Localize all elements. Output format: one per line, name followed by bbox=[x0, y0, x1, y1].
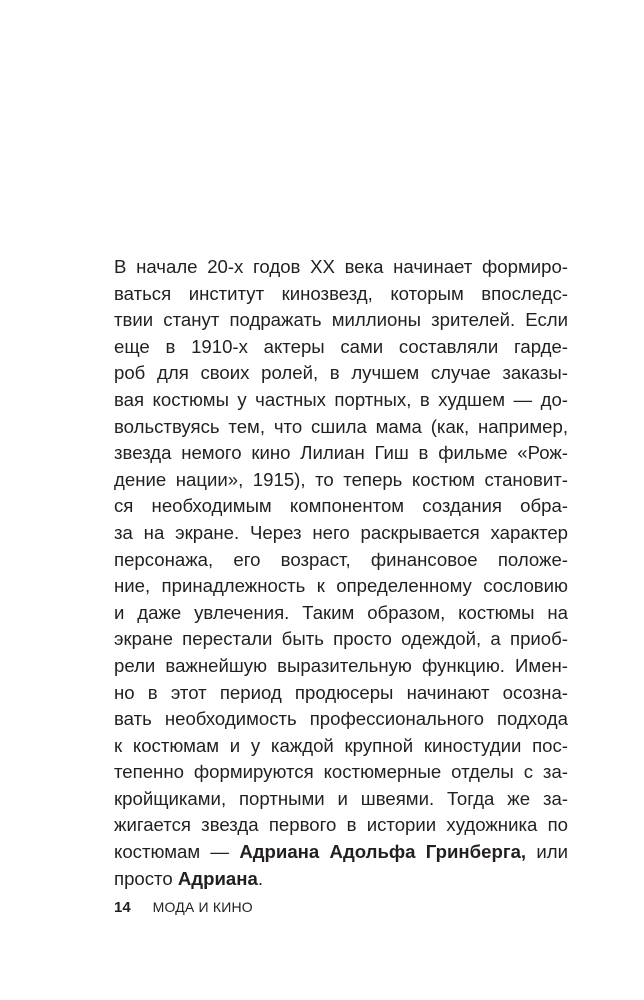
text-line: рели важнейшую выразительную функцию. Имен- bbox=[114, 654, 568, 676]
person-name-bold: Адриана Адольфа Гринберга, bbox=[239, 841, 527, 863]
text-line: за на экране. Через него раскрывается характер bbox=[114, 521, 568, 543]
text-line-with-name bbox=[114, 839, 568, 866]
page-number: 14 bbox=[114, 899, 131, 916]
text-run: или bbox=[526, 841, 568, 863]
text-line: дение нации», 1915), то теперь костюм становит- bbox=[114, 468, 568, 490]
text-line: экране перестали быть просто одеждой, а приоб- bbox=[114, 628, 568, 650]
text-line: жигается звезда первого в истории художника по bbox=[114, 814, 568, 836]
text-line: но в этот период продюсеры начинают осозна- bbox=[114, 681, 568, 703]
text-line: персонажа, его возраст, финансовое положе- bbox=[114, 548, 568, 570]
running-head: МОДА И КИНО bbox=[152, 899, 253, 915]
text-line: ваться институт кинозвезд, которым впоследс- bbox=[114, 282, 568, 304]
text-line: звезда немого кино Лилиан Гиш в фильме «Рож- bbox=[114, 442, 568, 464]
text-line: вая костюмы у частных портных, в худшем — до- bbox=[114, 388, 568, 410]
text-line-last bbox=[114, 866, 568, 893]
text-line: ние, принадлежность к определенному сословию bbox=[114, 575, 568, 597]
text-line: кройщиками, портными и швеями. Тогда же за- bbox=[114, 787, 568, 809]
text-line: вать необходимость профессионального подхода bbox=[114, 708, 568, 730]
text-run: . bbox=[257, 867, 263, 889]
text-run: просто bbox=[114, 867, 178, 889]
text-line: ся необходимым компонентом создания обра- bbox=[114, 495, 568, 517]
text-line: твии станут подражать миллионы зрителей. Если bbox=[114, 309, 568, 331]
page-footer bbox=[114, 898, 253, 917]
body-paragraph bbox=[114, 254, 568, 892]
text-line: вольствуясь тем, что сшила мама (как, например, bbox=[114, 415, 568, 437]
text-run: костюмам — bbox=[114, 841, 240, 863]
text-line: В начале 20-х годов XX века начинает формиро- bbox=[114, 256, 568, 277]
text-line: и даже увлечения. Таким образом, костюмы на bbox=[114, 601, 568, 623]
text-line: еще в 1910-х актеры сами составляли гарде- bbox=[114, 335, 568, 357]
text-line: роб для своих ролей, в лучшем случае заказы- bbox=[114, 362, 568, 384]
text-line: к костюмам и у каждой крупной киностудии пос- bbox=[114, 734, 568, 756]
person-name-bold: Адриана bbox=[177, 867, 258, 889]
text-line: тепенно формируются костюмерные отделы с за- bbox=[114, 761, 568, 783]
